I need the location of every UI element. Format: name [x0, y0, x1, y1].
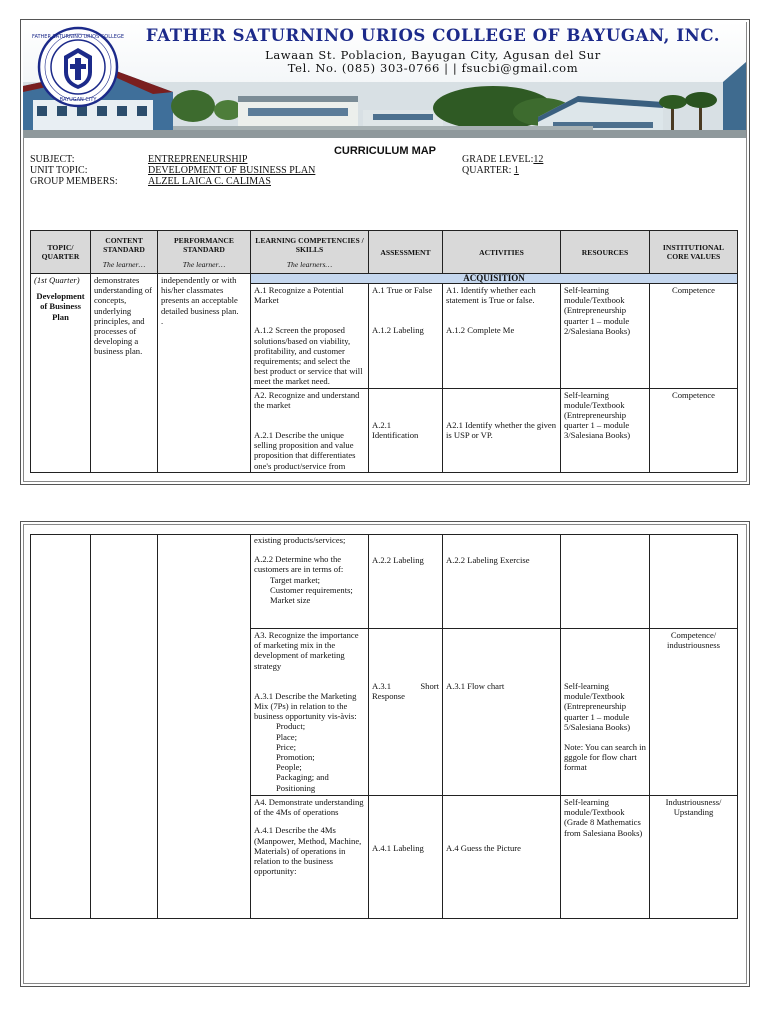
subject-label: SUBJECT:: [30, 154, 75, 165]
subject-value: ENTREPRENEURSHIP: [148, 154, 248, 165]
topic-cell: [31, 274, 91, 473]
group-members-value: ALZEL LAICA C. CALIMAS: [148, 176, 271, 187]
header-topic: TOPIC/ QUARTER: [31, 231, 91, 274]
meta-values: [148, 154, 315, 187]
competency-cell: A.1 Recognize a Potential Market A.1.2 Screen the proposed solutions/based on viability, profitability, and customer requirements; and select the best product or service that will meet the market need.: [251, 284, 369, 389]
competency-cell: A4. Demonstrate understanding of the 4Ms of operations A.4.1 Describe the 4Ms (Manpower, Method, Machine, Materials) of operations in relation to the business opportunity:: [251, 796, 369, 919]
header-assessment: ASSESSMENT: [369, 231, 443, 274]
resources-cell: Self-learning module/Textbook (Grade 8 Mathematics from Salesiana Books): [561, 796, 650, 919]
topic-title: Development of Business Plan: [36, 291, 85, 322]
table-row: [31, 535, 738, 629]
grade-level-value: 12: [533, 154, 544, 165]
document-title: CURRICULUM MAP: [333, 145, 437, 157]
resources-cell: Self-learning module/Textbook (Entrepreneurship quarter 1 – module 2/Salesiana Books): [561, 284, 650, 389]
letterhead-banner: [23, 22, 746, 138]
core-values-cell: Competence: [650, 284, 738, 389]
table-row: [31, 274, 738, 284]
grade-level-label: GRADE LEVEL:: [462, 154, 534, 165]
college-contact: Tel. No. (085) 303-0766 | | fsucbi@gmail.com: [287, 61, 579, 75]
assessment-cell: A.2.2 Labeling: [369, 535, 443, 629]
activities-cell: A1. Identify whether each statement is True or false. A.1.2 Complete Me: [443, 284, 561, 389]
assessment-cell: A.3.1 Short Response: [369, 629, 443, 796]
group-members-label: GROUP MEMBERS:: [30, 176, 118, 187]
header-activities: ACTIVITIES: [443, 231, 561, 274]
document-page-1: [20, 19, 750, 485]
activities-cell: A2.1 Identify whether the given is USP or VP.: [443, 388, 561, 472]
resources-cell: Self-learning module/Textbook (Entrepreneurship quarter 1 – module 3/Salesiana Books): [561, 388, 650, 472]
unit-topic-value: DEVELOPMENT OF BUSINESS PLAN: [148, 165, 316, 176]
assessment-cell: A.1 True or False A.1.2 Labeling: [369, 284, 443, 389]
competency-cell: A3. Recognize the importance of marketing mix in the development of marketing strategy A.3.1 Describe the Marketing Mix (7Ps) in relation to the business opportunity vis-àvis: Product; Place; Price; Promotion; People; Packaging; and Positioning: [251, 629, 369, 796]
college-address: Lawaan St. Poblacion, Bayugan City, Agusan del Sur: [265, 48, 601, 62]
assessment-cell: A.4.1 Labeling: [369, 796, 443, 919]
core-values-cell: [650, 535, 738, 629]
curriculum-map-table-continued: [30, 534, 738, 919]
college-seal-icon: [32, 26, 124, 108]
svg-text:FATHER SATURNINO URIOS COLLEGE: FATHER SATURNINO URIOS COLLEGE: [32, 34, 124, 40]
quarter-value: 1: [513, 165, 519, 176]
resources-cell: Self-learning module/Textbook (Entrepreneurship quarter 1 – module 5/Salesiana Books) Note: You can search in gggole for flow chart format: [561, 629, 650, 796]
table-header-row: [31, 231, 738, 274]
meta-right: [462, 154, 543, 176]
content-standard-cell: demonstrates understanding of concepts, underlying principles, and processes of developing a business plan.: [91, 274, 158, 473]
resources-cell: [561, 535, 650, 629]
assessment-cell: A.2.1 Identification: [369, 388, 443, 472]
competency-cell: existing products/services; A.2.2 Determine who the customers are in terms of: Target market; Customer requirements; Market size: [251, 535, 369, 629]
header-content-standard: CONTENT STANDARD The learner…: [91, 231, 158, 274]
activities-cell: A.3.1 Flow chart: [443, 629, 561, 796]
svg-text:BAYUGAN CITY: BAYUGAN CITY: [59, 97, 97, 103]
performance-standard-cell: independently or with his/her classmates presents an acceptable detailed business plan. .: [158, 274, 251, 473]
unit-topic-label: UNIT TOPIC:: [30, 165, 88, 176]
quarter-label: QUARTER:: [462, 165, 512, 176]
header-resources: RESOURCES: [561, 231, 650, 274]
core-values-cell: Competence: [650, 388, 738, 472]
activities-cell: A.4 Guess the Picture: [443, 796, 561, 919]
meta-labels: [30, 154, 118, 187]
curriculum-map-table: [30, 230, 738, 473]
content-standard-cell: [91, 535, 158, 919]
document-page-2: [20, 521, 750, 987]
performance-standard-cell: [158, 535, 251, 919]
college-name: FATHER SATURNINO URIOS COLLEGE OF BAYUGAN, INC.: [145, 26, 721, 45]
quarter-label-cell: (1st Quarter): [34, 275, 80, 285]
header-performance-standard: PERFORMANCE STANDARD The learner…: [158, 231, 251, 274]
header-learning-competencies: LEARNING COMPETENCIES / SKILLS The learners…: [251, 231, 369, 274]
activities-cell: A.2.2 Labeling Exercise: [443, 535, 561, 629]
core-values-cell: Industriousness/ Upstanding: [650, 796, 738, 919]
acquisition-band: ACQUISITION: [251, 274, 738, 284]
header-core-values: INSTITUTIONAL CORE VALUES: [650, 231, 738, 274]
core-values-cell: Competence/ industriousness: [650, 629, 738, 796]
topic-cell: [31, 535, 91, 919]
competency-cell: A2. Recognize and understand the market A.2.1 Describe the unique selling proposition and value proposition that differentiates one's product/service from: [251, 388, 369, 472]
